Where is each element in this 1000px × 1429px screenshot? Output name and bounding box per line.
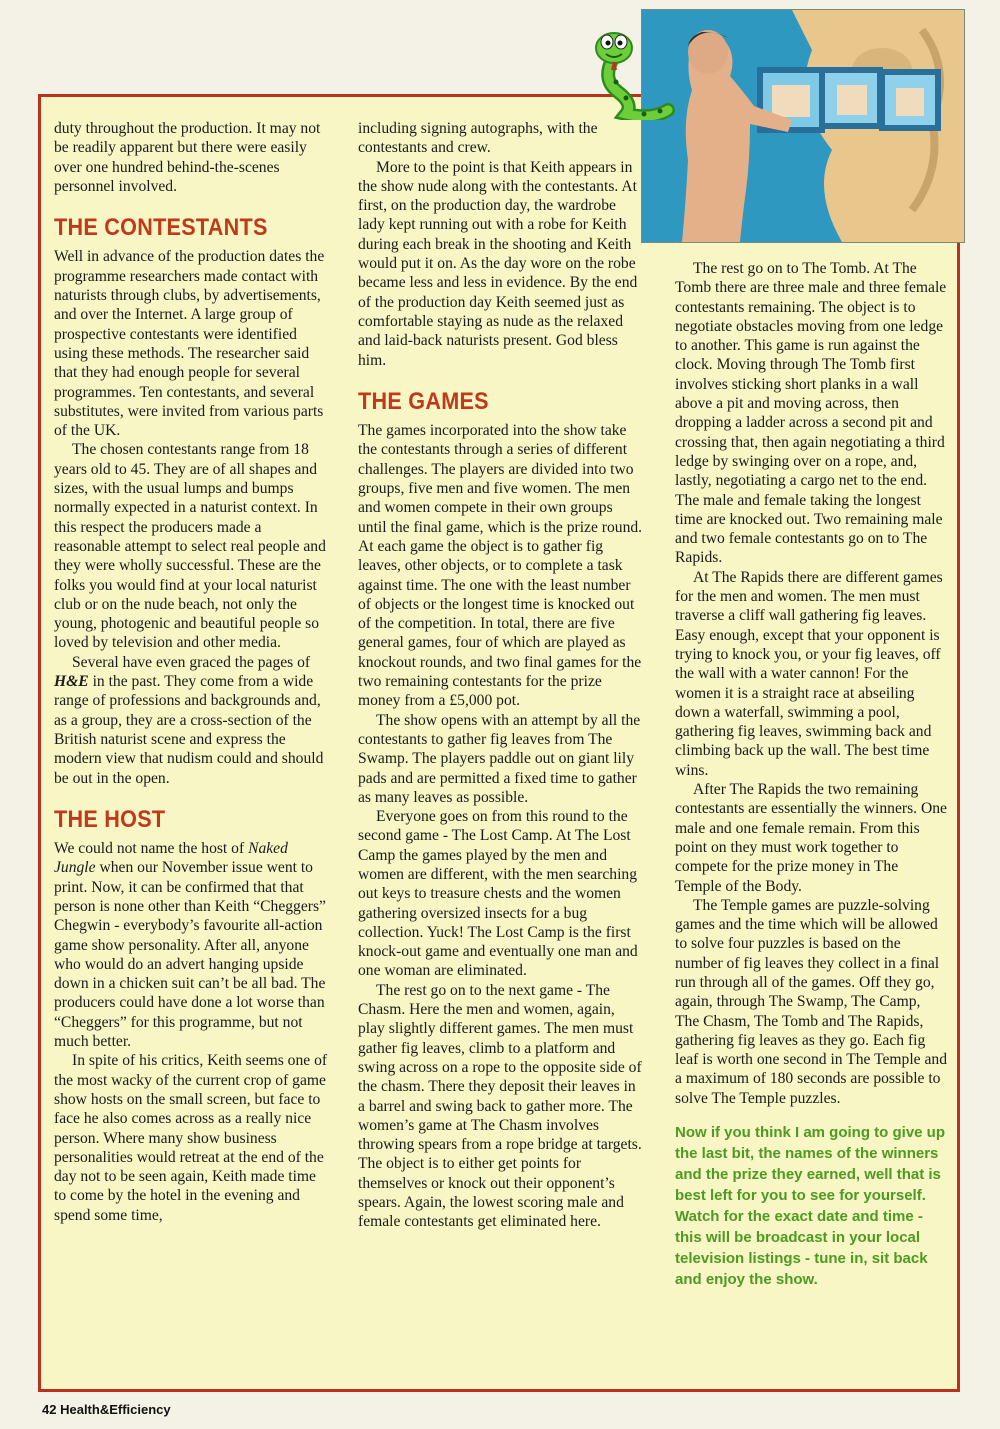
show-title: Naked Jungle [54, 840, 288, 877]
paragraph: More to the point is that Keith appears in the show nude along with the contestants. At first, on the production day, the wardrobe lady kept running out with a robe for Keith during each break in the shooting and Keith would put it on. As the day wore on the robe became less and less in evidence. By the end of the production day Keith seemed just as comfortable staying as nude as the relaxed and laid-back naturists present. God bless him. [358, 158, 638, 369]
paragraph: duty throughout the production. It may not be readily apparent but there were easily over one hundred behind-the-scenes personnel involved. [54, 120, 321, 195]
column-3 [675, 259, 947, 1290]
heading-contestants: THE CONTESTANTS [54, 214, 268, 242]
paragraph: In spite of his critics, Keith seems one of the most wacky of the current crop of game show hosts on the small screen, but face to face he also comes across as a really nice person. Where many show business personalities would retreat at the end of the day not to be seen again, Keith made time to come by the hotel in the evening and spend some time, [54, 1052, 328, 1224]
paragraph: After The Rapids the two remaining contestants are essentially the winners. One male and one female remain. From this point on they must work together to compete for the prize money in The Temple of the Body. [675, 781, 947, 895]
text: in the past. They come from a wide range of professions and backgrounds and, as a group, they are a cross-section of the British naturist scene and express the modern view that nudism could and should be out in the open. [54, 673, 324, 787]
paragraph: The rest go on to the next game - The Chasm. Here the men and women, again, play slightly different games. The men must gather fig leaves, climb to a platform and swing across on a rope to the opposite side of the chasm. There they deposit their leaves in a barrel and swing back to gather more. The women’s game at The Chasm involves throwing spears from a rope bridge at targets. The object is to either get points for themselves or knock out their opponent’s spears. Again, the lowest scoring male and female contestants get eliminated here. [358, 981, 642, 1231]
text: We could not name the host of [54, 840, 249, 858]
text: Several have even graced the pages of [72, 653, 311, 671]
text: when our November issue went to print. Now, it can be confirmed that that person is none other than Keith “Cheggers” Chegwin - everybody’s favourite all-action game show personality. After all, anyone who would do an advert hanging upside down in a chicken suit can’t be all bad. The producers could have done a lot worse than “Cheggers” for this programme, but not much better. [54, 859, 326, 1051]
host-photo [642, 10, 964, 242]
paragraph: At The Rapids there are different games for the men and women. The men must traverse a cliff wall gathering fig leaves. Easy enough, except that your opponent is trying to knock you, or your fig leaves, off the wall with a water cannon! For the women it is a straight race at abseiling down a waterfall, swimming a pool, gathering fig leaves, swimming back and climbing back up the wall. The best time wins. [675, 568, 943, 779]
paragraph: The show opens with an attempt by all the contestants to gather fig leaves from The Swamp. The players paddle out on giant lily pads and are permitted a fixed time to gather as many leaves as possible. [358, 711, 641, 806]
column-1 [54, 119, 329, 1225]
page-number: 42 [42, 1402, 57, 1417]
paragraph [54, 839, 329, 1051]
magazine-abbrev: H&E [54, 673, 89, 691]
paragraph [54, 653, 329, 788]
paragraph: The Temple games are puzzle-solving games and the time which will be allowed to solve four puzzles is based on the number of fig leaves they collect in a final run through all of the games. Off they go, again, through The Swamp, The Camp, The Chasm, The Tomb and The Rapids, gathering fig leaves as they go. Each fig leaf is worth one second in The Temple and a maximum of 180 seconds are possible to solve The Temple puzzles. [675, 896, 948, 1107]
paragraph: The chosen contestants range from 18 years old to 45. They are of all shapes and sizes, with the usual lumps and bumps normally expected in a naturist context. In this respect the producers made a reasonable attempt to select real people and they were wholly successful. These are the folks you would find at your local naturist club or on the nude beach, not only the young, photogenic and beautiful people so loved by television and other media. [54, 441, 326, 652]
page-footer [42, 1402, 171, 1417]
paragraph: Well in advance of the production dates the programme researchers made contact with naturists through clubs, by advertisements, and over the Internet. A large group of prospective contestants were identified using these methods. The researcher said that they had enough people for several programmes. Ten contestants, and several substitutes, were invited from various parts of the UK. [54, 248, 325, 440]
paragraph: including signing autographs, with the contestants and crew. [358, 120, 598, 157]
magazine-name: Health&Efficiency [60, 1402, 171, 1417]
photo-illustration [642, 10, 964, 242]
paragraph: Everyone goes on from this round to the second game - The Lost Camp. At The Lost Camp the games played by the men and women are different, with the men searching out keys to treasure chests and the women gathering oversized insects for a bug collection. Yuck! The Lost Camp is the first knock-out game and eventually one man and one woman are eliminated. [358, 808, 638, 980]
closing-callout: Now if you think I am going to give up the last bit, the names of the winners and the prize they earned, well that is best left for you to see for yourself. Watch for the exact date and time - this will be broadcast in your local television listings - tune in, sit back and enjoy the show. [675, 1124, 945, 1289]
paragraph: The games incorporated into the show take the contestants through a series of different challenges. The players are divided into two groups, five men and five women. The men and women compete in their own groups until the final game, which is the prize round. At each game the object is to gather fig leaves, other objects, or to complete a task against time. The one with the least number of objects or the longest time is knocked out of the competition. In total, there are five general games, four of which are played as knockout rounds, and two final games for the two remaining contestants for the prize money from a £5,000 pot. [358, 422, 643, 710]
column-2 [358, 119, 643, 1232]
paragraph: The rest go on to The Tomb. At The Tomb there are three male and three female contestants remaining. The object is to negotiate obstacles moving from one ledge to another. This game is run against the clock. Moving through The Tomb first involves sticking short planks in a wall above a pit and moving across, then dropping a ladder across a second pit and crossing that, then again negotiating a third ledge by swinging over on a rope, and, lastly, negotiating a cargo net to the end. The male and female taking the longest time are knocked out. Two remaining male and two female contestants go on to The Rapids. [675, 260, 947, 567]
snake-icon [582, 20, 678, 120]
heading-games: THE GAMES [358, 387, 489, 415]
heading-host: THE HOST [54, 805, 166, 833]
article-frame [38, 94, 960, 1392]
